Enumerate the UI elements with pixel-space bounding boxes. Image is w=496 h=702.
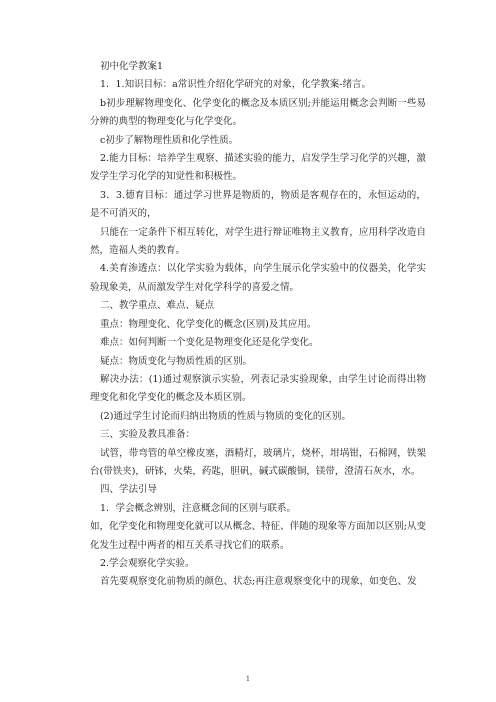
paragraph: c初步了解物理性质和化学性质。 (99, 134, 239, 146)
page-number: 1 (245, 675, 251, 683)
paragraph: 重点：物理变化、化学变化的概念(区别)及其应用。 (99, 318, 317, 330)
paragraph: 难点：如何判断一个变化是物理变化还是化学变化。 (99, 337, 319, 349)
section-heading: 三、实验及教具准备： (99, 429, 195, 441)
section-heading: 四、学法引导 (99, 484, 157, 496)
paragraph: 2.能力目标：培养学生观察、描述实验的能力，启发学生学习化学的兴趣，激发学生学习化学的知觉性和积极性。 (90, 153, 426, 183)
paragraph: 首先要观察变化前物质的颜色、状态;再注意观察变化中的现象，如变色、发 (99, 576, 417, 588)
paragraph: 疑点：物质变化与物质性质的区别。 (99, 355, 252, 367)
paragraph: 只能在一定条件下相互转化，对学生进行辩证唯物主义教育，应用科学改造自然，造福人类的教育。 (90, 226, 426, 257)
document-body (90, 58, 426, 592)
paragraph: 试管，带弯管的单空橡皮塞，酒精灯，玻璃片，烧杯，坩埚钳，石棉网，铁架台(带铁夹)，研钵，火柴，药匙，胆矾，碱式碳酸铜，镁带，澄清石灰水，水。 (90, 447, 426, 477)
paragraph: 如，化学变化和物理变化就可以从概念、特征、伴随的现象等方面加以区别;从变化发生过程中两者的相互关系寻找它们的联系。 (90, 521, 426, 551)
paragraph: b初步理解物理变化、化学变化的概念及本质区别;并能运用概念会判断一些易分辨的典型的物理变化与化学变化。 (90, 97, 426, 128)
paragraph: 2.学会观察化学实验。 (99, 557, 195, 569)
paragraph: 1．1.知识目标：a常识性介绍化学研究的对象，化学教案-绪言。 (99, 79, 371, 91)
paragraph: 4.美育渗透点：以化学实验为载体，向学生展示化学实验中的仪器美，化学实验现象美，从而激发学生对化学科学的喜爱之情。 (90, 263, 426, 293)
paragraph: 1．学会概念辨别，注意概念间的区别与联系。 (99, 502, 297, 514)
doc-title: 初中化学教案1 (99, 61, 164, 72)
paragraph: 解决办法：(1)通过观察演示实验，列表记录实验现象，由学生讨论而得出物理变化和化学变化的概念及本质区别。 (90, 373, 426, 404)
paragraph: 3．3.德育目标：通过学习世界是物质的，物质是客观存在的，永恒运动的，是不可消灭的， (90, 189, 426, 220)
paragraph: (2)通过学生讨论而归纳出物质的性质与物质的变化的区别。 (99, 410, 351, 422)
section-heading: 二、教学重点、难点、疑点 (99, 300, 214, 312)
